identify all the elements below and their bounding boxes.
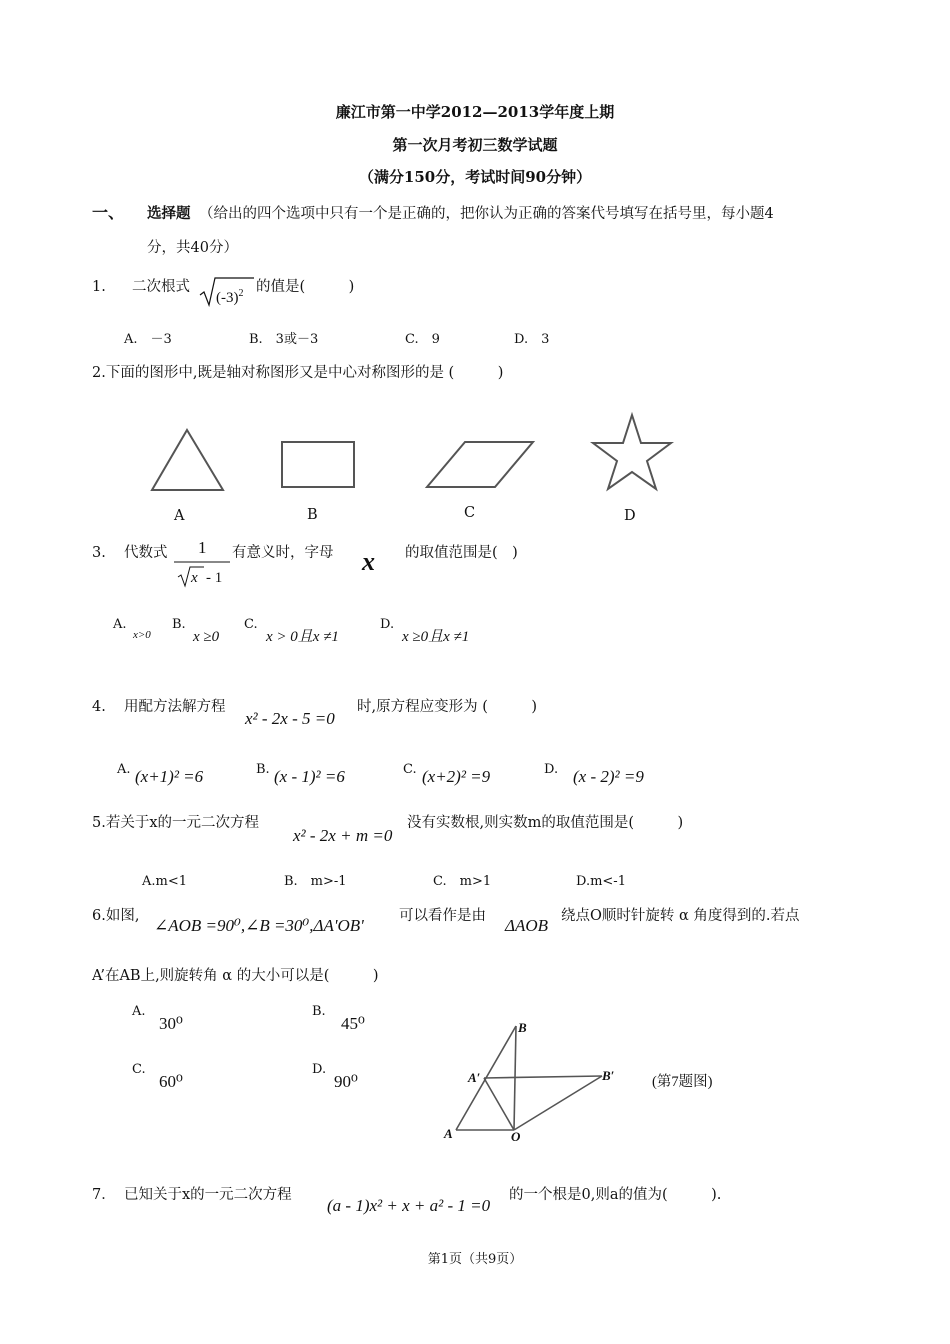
section-name: 选择题 <box>147 205 191 222</box>
q4-number: 4. <box>92 699 106 715</box>
q3-middle: 有意义时，字母 <box>232 545 334 561</box>
q3-variable: x <box>362 547 375 576</box>
q6-option-a: 30⁰ <box>159 1014 183 1033</box>
q6-prompt-cont: A’在AB上,则旋转角 α 的大小可以是( ) <box>92 968 379 984</box>
q5-option-a: A.m<1 <box>142 874 188 889</box>
q1-number: 1. <box>92 279 106 295</box>
q5-suffix: 没有实数根,则实数m的取值范围是( ) <box>407 815 684 831</box>
q3-option-b: x ≥0 <box>193 629 220 645</box>
q3-option-c-letter: C. <box>244 617 258 632</box>
q6-option-b: 45⁰ <box>341 1014 365 1033</box>
section-number: 一、 <box>92 203 125 222</box>
q6-option-b-letter: B. <box>312 1004 326 1019</box>
q5-option-d: D.m<-1 <box>576 874 626 889</box>
q6-triangle: ΔAOB <box>505 916 549 935</box>
q6-expression: ∠AOB =90⁰,∠B =30⁰,ΔA'OB' <box>154 916 364 935</box>
fraction-with-sqrt <box>174 560 234 590</box>
figure-point-o: O <box>511 1129 521 1144</box>
figure-point-b-prime: B′ <box>602 1068 615 1083</box>
figure-label-c: C <box>464 505 476 521</box>
q7-number: 7． <box>92 1187 116 1203</box>
q4-suffix: 时,原方程应变形为 ( ) <box>357 699 538 715</box>
q1-suffix: 的值是( ) <box>256 279 355 295</box>
q1-option-d: D. 3 <box>514 332 550 347</box>
q2-question: 2.下面的图形中,既是轴对称图形又是中心对称图形的是 ( ) <box>92 365 504 381</box>
page-number: 第1页（共9页） <box>427 1252 523 1267</box>
triangle-figure <box>150 428 226 492</box>
exam-title: 廉江市第一中学2012—2013学年度上期 <box>335 103 615 121</box>
q4-option-a: (x+1)² =6 <box>135 767 204 786</box>
parallelogram-figure <box>425 440 535 490</box>
figure-label-d: D <box>624 508 636 524</box>
q5-option-c: C. m>1 <box>433 874 492 889</box>
q3-prompt: 代数式 <box>124 545 168 561</box>
q3-option-d: x ≥0且x ≠1 <box>402 629 470 645</box>
q4-option-b: (x - 1)² =6 <box>274 767 345 786</box>
q1-option-b: B. 3或－3 <box>249 332 319 347</box>
q3-denominator-x: x <box>191 570 198 586</box>
q3-number: 3. <box>92 545 106 561</box>
q3-denominator-rest: - 1 <box>206 570 223 586</box>
q1-option-a: A. －3 <box>124 332 172 347</box>
q6-option-d-letter: D. <box>312 1062 327 1077</box>
q3-option-a-letter: A. <box>113 617 127 632</box>
figure-point-b: B <box>518 1020 527 1035</box>
q4-option-c-letter: C. <box>403 762 417 777</box>
exam-subtitle: 第一次月考初三数学试题 <box>392 136 558 154</box>
q6-prompt: 6.如图, <box>92 908 140 924</box>
figure-label-a: A <box>174 508 185 524</box>
q3-suffix: 的取值范围是( ) <box>405 545 518 561</box>
q4-option-d: (x - 2)² =9 <box>573 767 644 786</box>
q6-option-d: 90⁰ <box>334 1072 358 1091</box>
figure-point-a-prime: A′ <box>468 1070 481 1085</box>
q3-option-a: x>0 <box>133 629 151 641</box>
q6-option-c-letter: C. <box>132 1062 146 1077</box>
figure-label-b: B <box>307 507 318 523</box>
q6-suffix: 绕点O顺时针旋转 α 角度得到的.若点 <box>561 908 800 924</box>
section-instructions: （给出的四个选项中只有一个是正确的，把你认为正确的答案代号填写在括号里，每小题4 <box>199 206 774 222</box>
star-figure <box>590 412 674 492</box>
q5-equation: x² - 2x + m =0 <box>293 826 393 845</box>
q3-option-c: x > 0且x ≠1 <box>266 629 339 645</box>
q4-prompt: 用配方法解方程 <box>124 699 226 715</box>
q7-equation: (a - 1)x² + x + a² - 1 =0 <box>327 1196 491 1215</box>
q4-equation: x² - 2x - 5 =0 <box>245 709 335 728</box>
q6-option-a-letter: A. <box>132 1004 146 1019</box>
rectangle-figure <box>280 440 356 490</box>
q5-option-b: B. m>-1 <box>284 874 347 889</box>
q3-option-b-letter: B. <box>172 617 186 632</box>
q4-option-a-letter: A. <box>117 762 131 777</box>
q7-suffix: 的一个根是0,则a的值为( ). <box>509 1187 722 1203</box>
q3-numerator: 1 <box>198 538 207 557</box>
q4-option-d-letter: D. <box>544 762 559 777</box>
q3-option-d-letter: D. <box>380 617 395 632</box>
q5-prompt: 5.若关于x的一元二次方程 <box>92 815 260 831</box>
q1-option-c: C. 9 <box>405 332 440 347</box>
q4-option-c: (x+2)² =9 <box>422 767 491 786</box>
q1-radicand: $(-3)^2$ <box>216 288 244 306</box>
q7-prompt: 已知关于x的一元二次方程 <box>124 1187 292 1203</box>
figure-point-a: A <box>444 1126 453 1141</box>
exam-score-time: （满分150分，考试时间90分钟） <box>358 168 592 186</box>
q6-option-c: 60⁰ <box>159 1072 183 1091</box>
q1-prompt: 二次根式 <box>132 279 190 295</box>
q6-middle: 可以看作是由 <box>399 908 486 924</box>
q4-option-b-letter: B. <box>256 762 270 777</box>
figure-caption: (第7题图) <box>652 1074 713 1090</box>
section-instructions-cont: 分，共40分） <box>147 240 238 256</box>
